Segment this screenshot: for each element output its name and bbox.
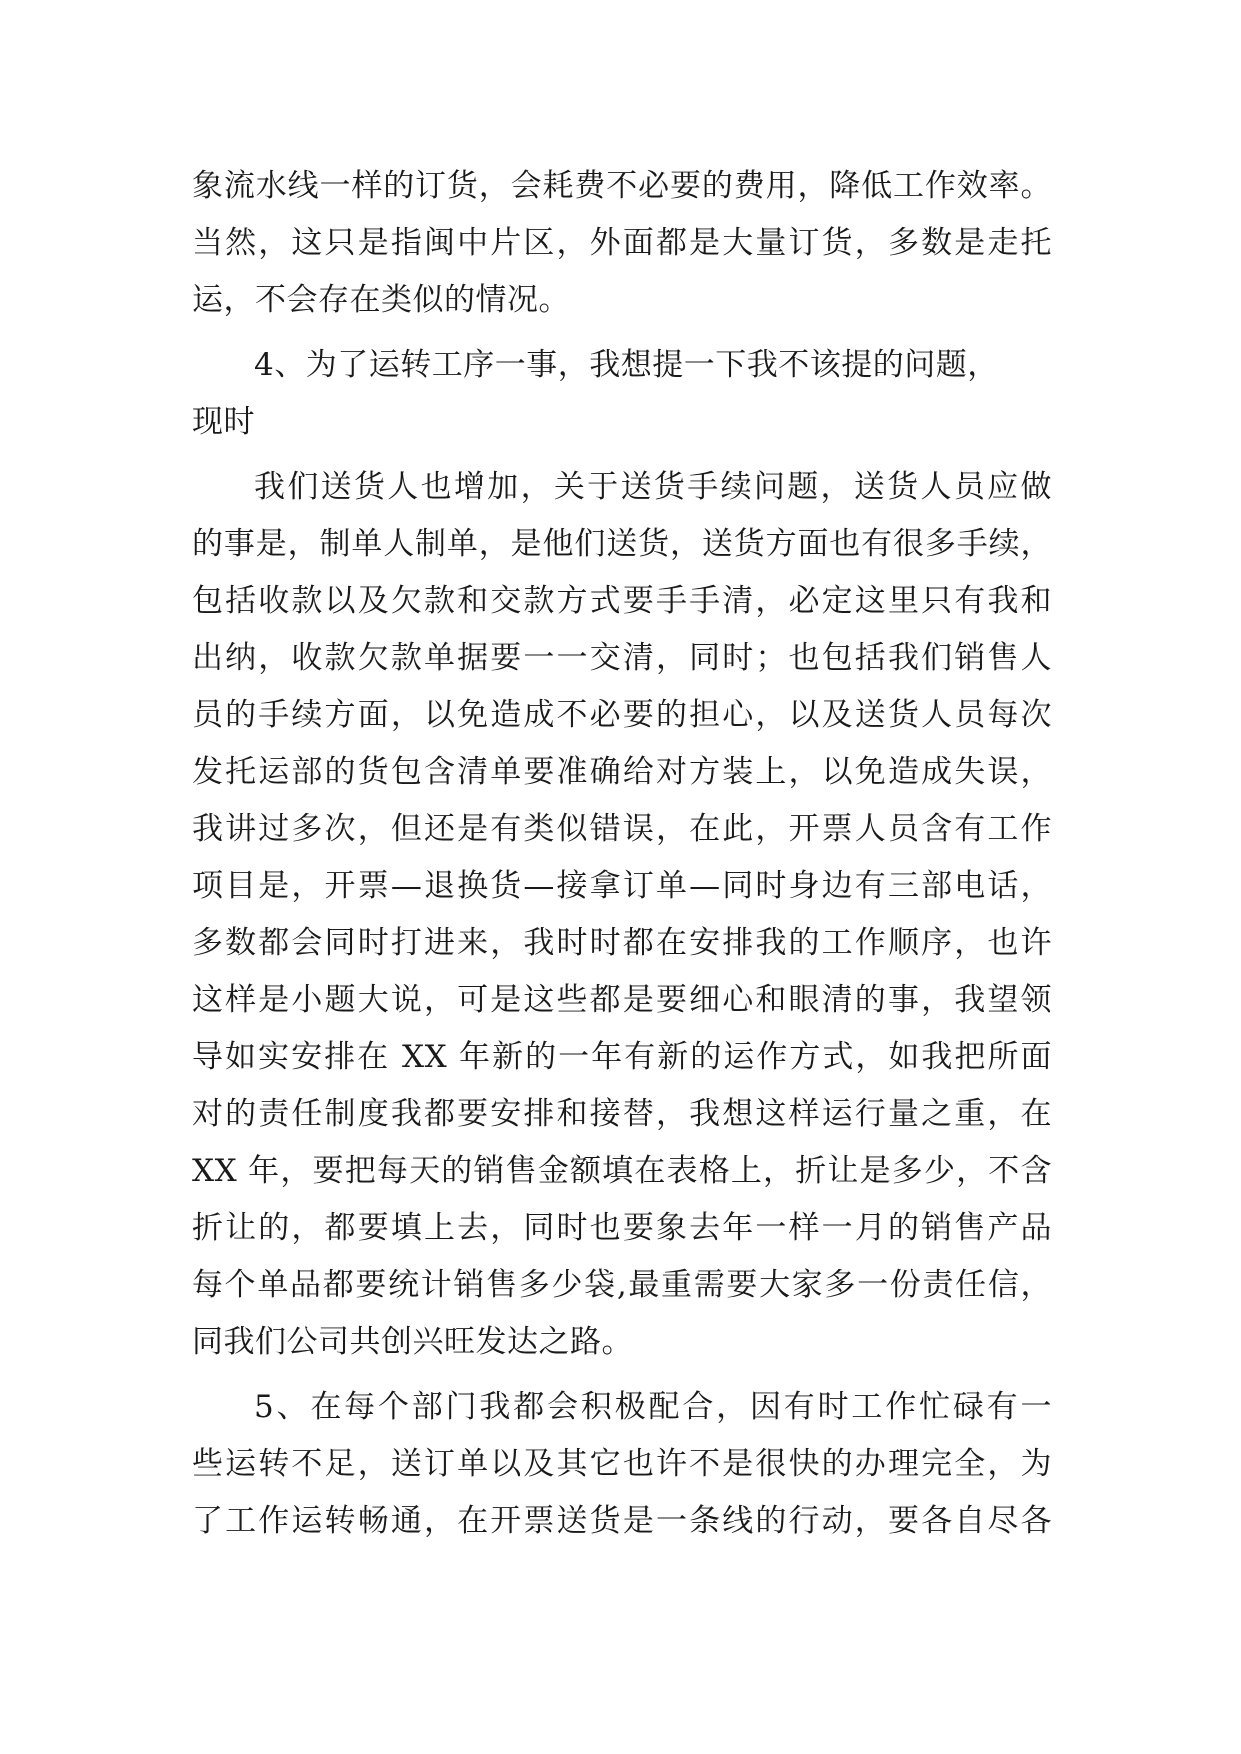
- text-line: 同我们公司共创兴旺发达之路。: [192, 1324, 633, 1360]
- paragraph-delivery-procedures: [192, 459, 1052, 1371]
- text-line: XX 年，要把每天的销售金额填在表格上，折让是多少，不含: [192, 1153, 1052, 1189]
- text-line: 象流水线一样的订货，会耗费不必要的费用，降低工作效率。: [192, 168, 1052, 204]
- text-line: 出纳，收款欠款单据要一一交清，同时；也包括我们销售人: [192, 640, 1052, 676]
- text-line: 了工作运转畅通，在开票送货是一条线的行动，要各自尽各: [192, 1503, 1052, 1539]
- text-line: 包括收款以及欠款和交款方式要手手清，必定这里只有我和: [192, 583, 1052, 619]
- text-line: 些运转不足，送订单以及其它也许不是很快的办理完全，为: [192, 1446, 1052, 1482]
- text-line: 员的手续方面，以免造成不必要的担心，以及送货人员每次: [192, 697, 1052, 733]
- paragraph-item-4: [192, 337, 1052, 451]
- text-line: 当然，这只是指闽中片区，外面都是大量订货，多数是走托: [192, 225, 1052, 261]
- text-line: 这样是小题大说，可是这些都是要细心和眼清的事，我望领: [192, 982, 1052, 1018]
- text-line: 我讲过多次，但还是有类似错误，在此，开票人员含有工作: [192, 811, 1052, 847]
- text-line: 折让的，都要填上去，同时也要象去年一样一月的销售产品: [192, 1210, 1052, 1246]
- text-line: 的事是，制单人制单，是他们送货，送货方面也有很多手续，: [192, 526, 1052, 562]
- paragraph-gap: [192, 1371, 1052, 1379]
- text-line: 运，不会存在类似的情况。: [192, 282, 570, 318]
- paragraph-gap: [192, 451, 1052, 459]
- document-body: [192, 158, 1052, 1550]
- paragraph-ordering-efficiency: [192, 158, 1052, 329]
- text-line: 项目是，开票—退换货—接拿订单—同时身边有三部电话，: [192, 868, 1052, 904]
- text-line: 我们送货人也增加，关于送货手续问题，送货人员应做: [254, 469, 1052, 505]
- paragraph-gap: [192, 329, 1052, 337]
- paragraph-item-5: [192, 1379, 1052, 1550]
- text-line: 现时: [192, 404, 255, 440]
- text-line: 每个单品都要统计销售多少袋,最重需要大家多一份责任信，: [192, 1267, 1052, 1303]
- text-line: 发托运部的货包含清单要准确给对方装上，以免造成失误，: [192, 754, 1052, 790]
- text-line: 多数都会同时打进来，我时时都在安排我的工作顺序，也许: [192, 925, 1052, 961]
- text-line: 导如实安排在 XX 年新的一年有新的运作方式，如我把所面: [192, 1039, 1052, 1075]
- text-line: 对的责任制度我都要安排和接替，我想这样运行量之重，在: [192, 1096, 1052, 1132]
- text-line: 5、在每个部门我都会积极配合，因有时工作忙碌有一: [254, 1389, 1052, 1425]
- text-line: 4、为了运转工序一事，我想提一下我不该提的问题，: [254, 347, 999, 383]
